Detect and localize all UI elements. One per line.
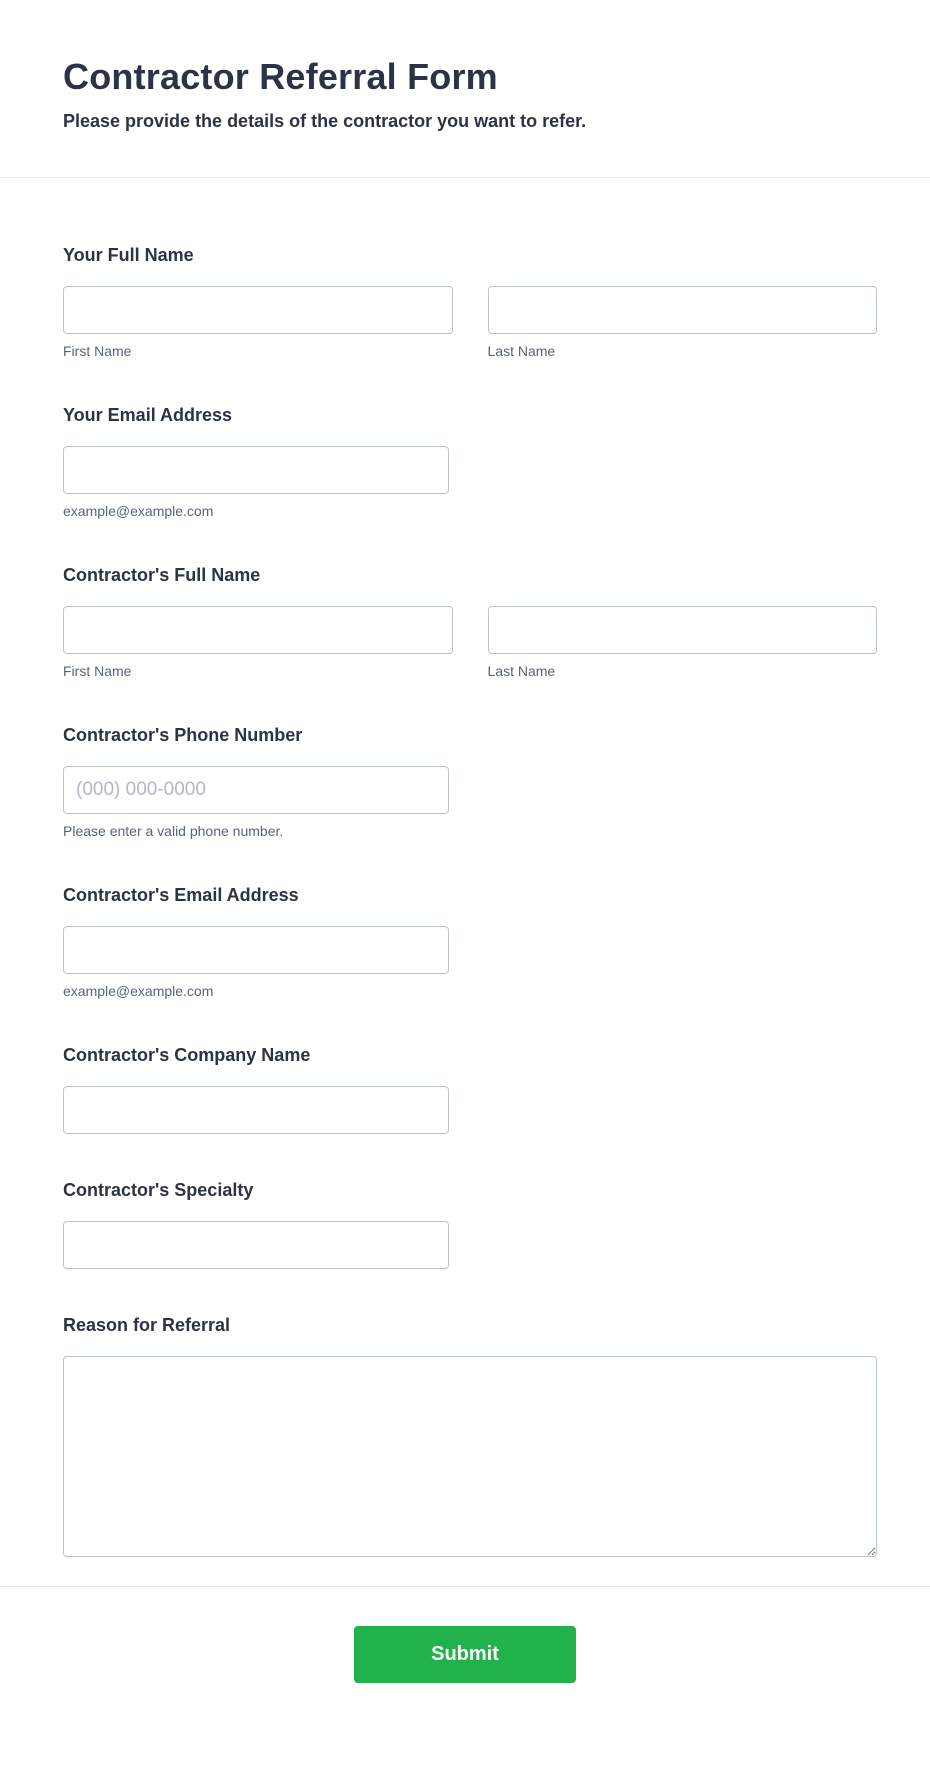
reason-for-referral-textarea[interactable] (63, 1356, 877, 1557)
field-contractor-full-name (63, 565, 877, 679)
field-contractor-email (63, 885, 877, 999)
contractor-company-input[interactable] (63, 1086, 449, 1134)
contractor-last-name-input[interactable] (488, 606, 878, 654)
your-email-input[interactable] (63, 446, 449, 494)
contractor-phone-hint: Please enter a valid phone number. (63, 823, 284, 839)
contractor-phone-input[interactable] (63, 766, 449, 814)
form-body (0, 178, 930, 1586)
contractor-email-input[interactable] (63, 926, 449, 974)
last-name-col (488, 606, 878, 679)
name-input-row (63, 606, 877, 679)
name-input-row (63, 286, 877, 359)
last-name-sublabel: Last Name (487, 343, 556, 359)
form-header (0, 0, 930, 178)
your-last-name-input[interactable] (488, 286, 878, 334)
field-contractor-company (63, 1045, 877, 1134)
submit-button[interactable]: Submit (354, 1626, 576, 1683)
field-label-contractor-specialty: Contractor's Specialty (63, 1180, 254, 1200)
first-name-sublabel: First Name (63, 663, 132, 679)
field-label-your-full-name: Your Full Name (63, 245, 194, 265)
first-name-col (63, 606, 453, 679)
field-reason-for-referral (63, 1315, 877, 1557)
field-your-email (63, 405, 877, 519)
your-email-hint: example@example.com (63, 503, 214, 519)
first-name-sublabel: First Name (63, 343, 132, 359)
form-footer (0, 1586, 930, 1734)
page-title: Contractor Referral Form (63, 56, 498, 97)
field-label-contractor-phone: Contractor's Phone Number (63, 725, 303, 745)
field-label-contractor-company: Contractor's Company Name (63, 1045, 311, 1065)
last-name-sublabel: Last Name (487, 663, 556, 679)
contractor-specialty-input[interactable] (63, 1221, 449, 1269)
last-name-col (488, 286, 878, 359)
field-label-contractor-email: Contractor's Email Address (63, 885, 299, 905)
your-first-name-input[interactable] (63, 286, 453, 334)
field-label-contractor-full-name: Contractor's Full Name (63, 565, 261, 585)
field-label-your-email: Your Email Address (63, 405, 233, 425)
field-contractor-phone (63, 725, 877, 839)
field-label-reason-for-referral: Reason for Referral (63, 1315, 231, 1335)
field-your-full-name (63, 245, 877, 359)
page-subtitle: Please provide the details of the contractor you want to refer. (63, 111, 587, 131)
contractor-first-name-input[interactable] (63, 606, 453, 654)
contractor-email-hint: example@example.com (63, 983, 214, 999)
first-name-col (63, 286, 453, 359)
field-contractor-specialty (63, 1180, 877, 1269)
